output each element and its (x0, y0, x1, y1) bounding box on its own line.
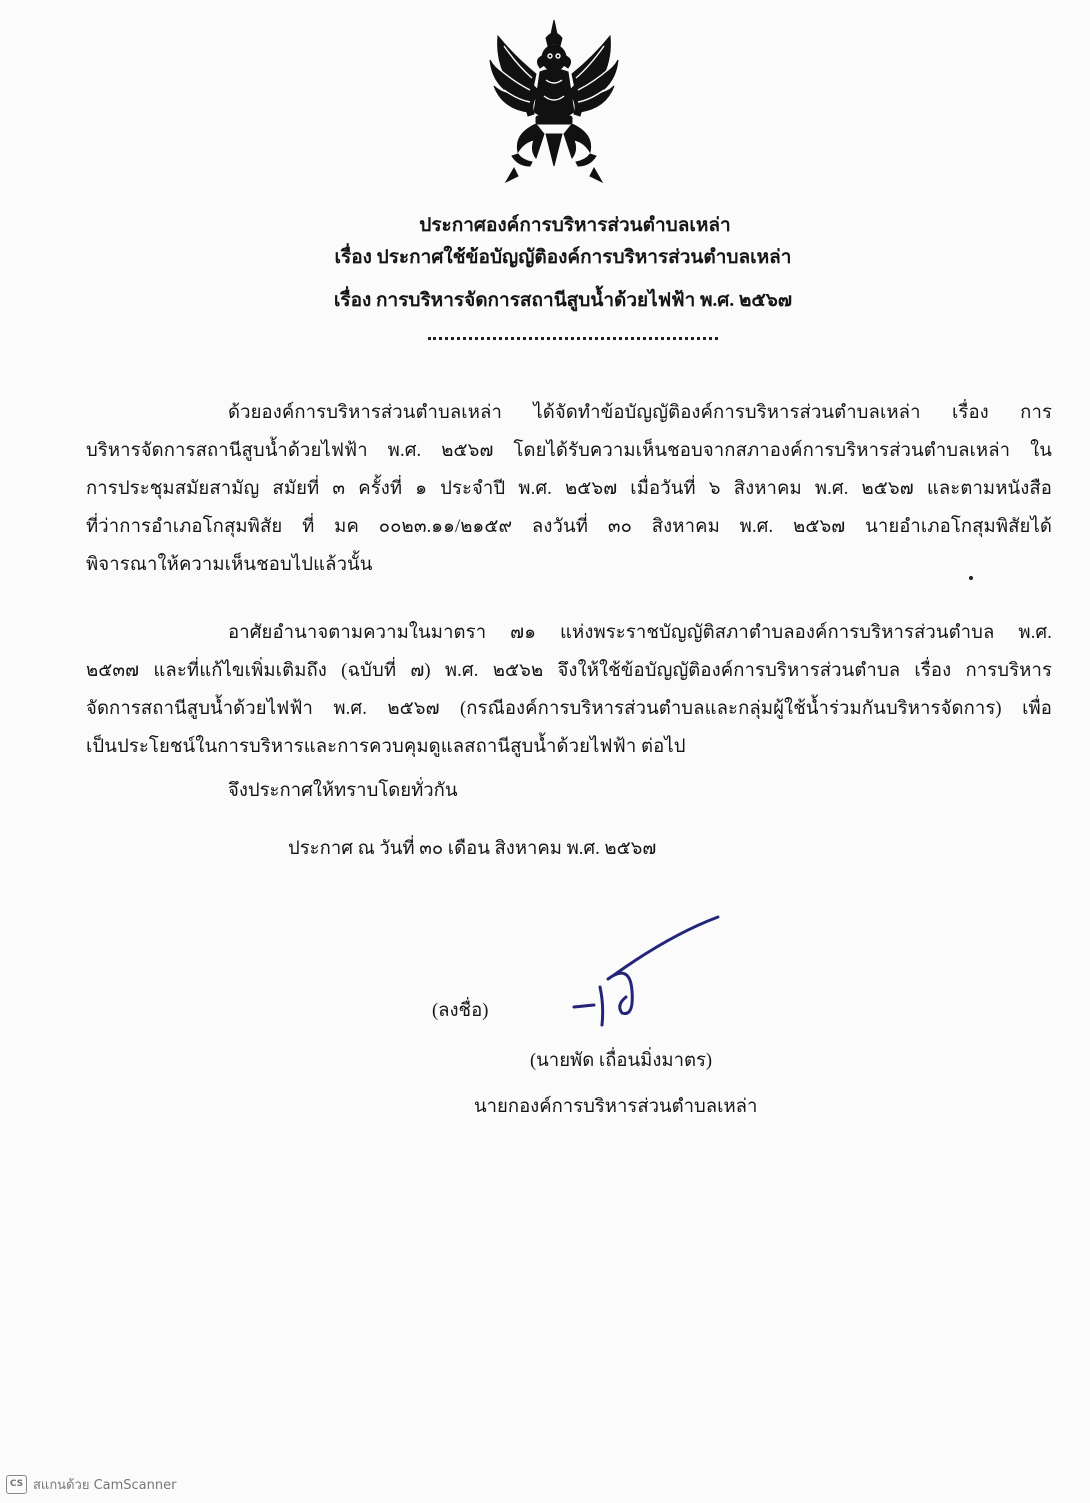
paragraph-2-line: อาศัยอำนาจตามความในมาตรา ๗๑ แห่งพระราชบัญญัติสภาตำบลองค์การบริหารส่วนตำบล พ.ศ. (228, 623, 1052, 643)
announcement-subject-2: เรื่อง การบริหารจัดการสถานีสูบน้ำด้วยไฟฟ้า พ.ศ. ๒๕๖๗ (333, 290, 793, 311)
paragraph-1-line: บริหารจัดการสถานีสูบน้ำด้วยไฟฟ้า พ.ศ. ๒๕๖๗ โดยได้รับความเห็นชอบจากสภาองค์การบริหารส่วนตำบลเหล่า ใน (86, 441, 1052, 461)
paragraph-2-line: เป็นประโยชน์ในการบริหารและการควบคุมดูแลสถานีสูบน้ำด้วยไฟฟ้า ต่อไป (86, 737, 686, 757)
paragraph-1-line: การประชุมสมัยสามัญ สมัยที่ ๓ ครั้งที่ ๑ ประจำปี พ.ศ. ๒๕๖๗ เมื่อวันที่ ๖ สิงหาคม พ.ศ. ๒๕๖๗ และตามหนังสือ (86, 479, 1052, 499)
signatory-name: (นายพัด เถื่อนมิ่งมาตร) (530, 1051, 713, 1071)
paragraph-2-line: ๒๕๓๗ และที่แก้ไขเพิ่มเติมถึง (ฉบับที่ ๗) พ.ศ. ๒๕๖๒ จึงให้ใช้ข้อบัญญัติองค์การบริหารส่วนตำบล เรื่อง การบริหาร (86, 661, 1052, 681)
announcement-date: ประกาศ ณ วันที่ ๓๐ เดือน สิงหาคม พ.ศ. ๒๕๖๗ (288, 839, 657, 859)
garuda-emblem-icon (484, 16, 624, 184)
paragraph-1-line: ด้วยองค์การบริหารส่วนตำบลเหล่า ได้จัดทำข้อบัญญัติองค์การบริหารส่วนตำบลเหล่า เรื่อง การ (228, 403, 1052, 423)
scanner-watermark-text: สแกนด้วย CamScanner (33, 1478, 177, 1493)
paragraph-1-line: พิจารณาให้ความเห็นชอบไปแล้วนั้น (86, 555, 373, 575)
paragraph-1-line: ที่ว่าการอำเภอโกสุมพิสัย ที่ มค ๐๐๒๓.๑๑/๒๑๕๙ ลงวันที่ ๓๐ สิงหาคม พ.ศ. ๒๕๖๗ นายอำเภอโกสุมพิสัยได้ (86, 517, 1052, 537)
scanner-watermark (6, 1474, 176, 1495)
announcement-closing: จึงประกาศให้ทราบโดยทั่วกัน (228, 781, 458, 801)
camscanner-logo-icon: CS (6, 1475, 27, 1494)
scan-speck (969, 576, 973, 580)
signatory-position: นายกองค์การบริหารส่วนตำบลเหล่า (474, 1097, 758, 1117)
handwritten-signature-icon (560, 905, 730, 1035)
dotted-divider (428, 337, 718, 340)
paragraph-2-line: จัดการสถานีสูบน้ำด้วยไฟฟ้า พ.ศ. ๒๕๖๗ (กรณีองค์การบริหารส่วนตำบลและกลุ่มผู้ใช้น้ำร่วมกันบริหารจัดการ) เพื่อ (86, 699, 1052, 719)
announcement-title: ประกาศองค์การบริหารส่วนตำบลเหล่า (419, 215, 731, 236)
signed-label: (ลงชื่อ) (432, 1001, 489, 1021)
announcement-subject-1: เรื่อง ประกาศใช้ข้อบัญญัติองค์การบริหารส่วนตำบลเหล่า (334, 247, 792, 268)
